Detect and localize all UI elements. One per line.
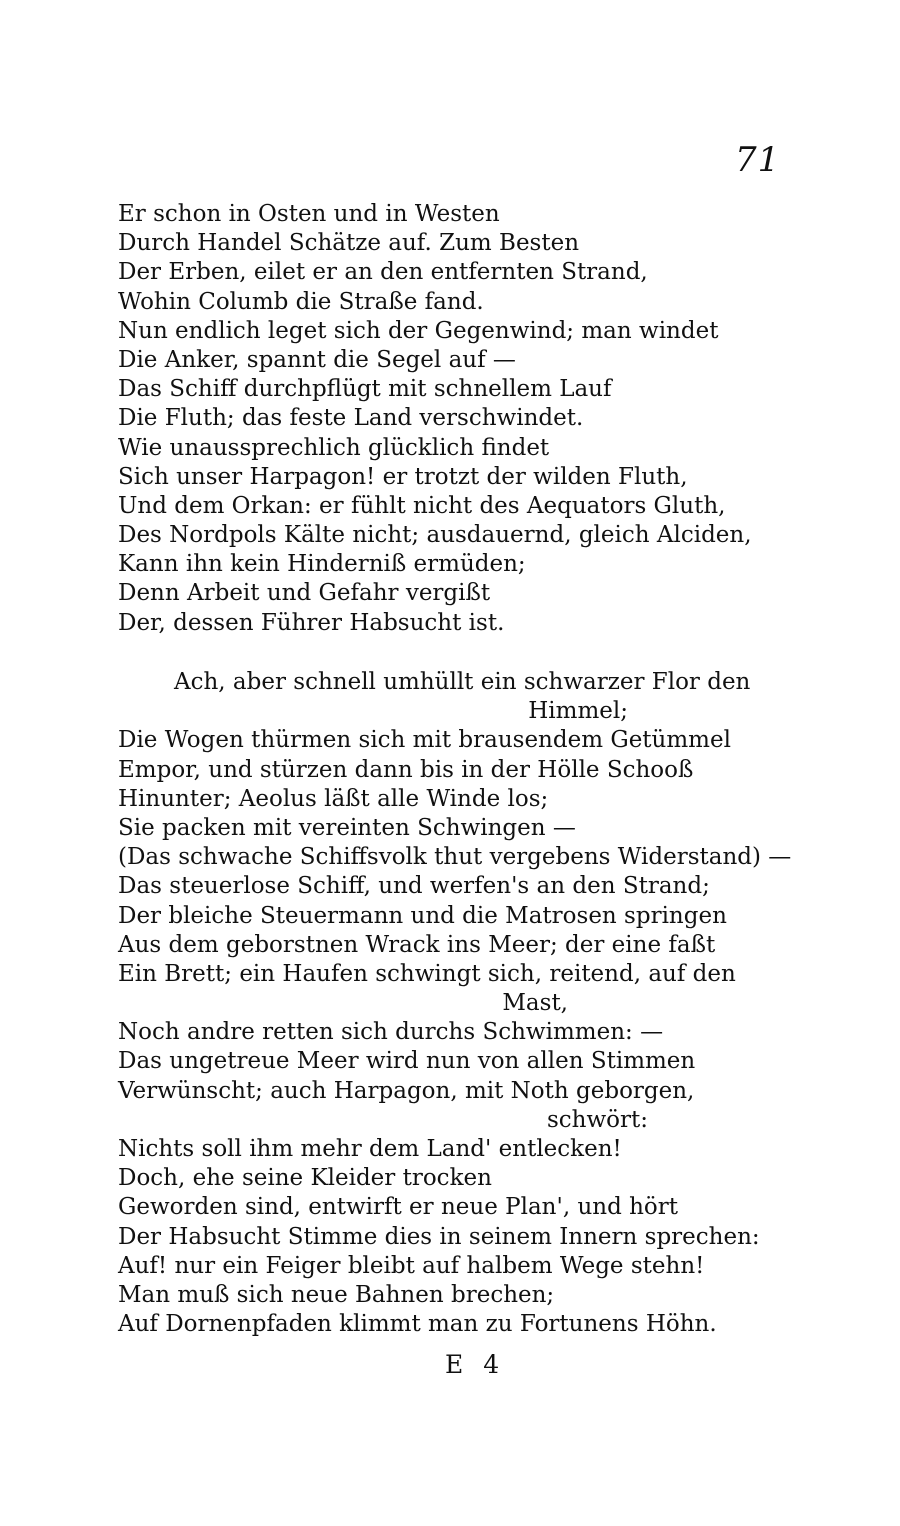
verse-line: Die Wogen thürmen sich mit brausendem Getümmel [118,727,731,754]
verse-line: (Das schwache Schiffsvolk thut vergebens Widerstand) — [118,844,792,871]
verse-runover: Himmel; [528,698,628,725]
verse-line: Der, dessen Führer Habsucht ist. [118,609,505,636]
verse-line: Hinunter; Aeolus läßt alle Winde los; [118,785,549,812]
verse-line: Die Anker, spannt die Segel auf — [118,346,516,373]
verse-line: Noch andre retten sich durchs Schwimmen: — [118,1019,664,1046]
verse-line: Durch Handel Schätze auf. Zum Besten [118,230,580,257]
verse-line: Wie unaussprechlich glücklich findet [118,434,550,461]
verse-line: Sie packen mit vereinten Schwingen — [118,814,576,841]
verse-line: Das steuerlose Schiff, und werfen's an den Strand; [118,873,710,900]
verse-line: Verwünscht; auch Harpagon, mit Noth geborgen, [118,1077,695,1104]
verse-line: Der Erben, eilet er an den entfernten Strand, [118,259,648,286]
verse-line: Der bleiche Steuermann und die Matrosen springen [118,902,727,929]
verse-line: Das ungetreue Meer wird nun von allen Stimmen [118,1048,696,1075]
stanza-2 [118,668,792,1339]
verse-line: Auf Dornenpfaden klimmt man zu Fortunens Höhn. [118,1311,717,1338]
page-number: 71 [735,140,781,180]
verse-line: Nichts soll ihm mehr dem Land' entlecken! [118,1136,622,1162]
verse-line: Geworden sind, entwirft er neue Plan', und hört [118,1194,678,1221]
signature-mark: E 4 [445,1350,506,1379]
verse-line: Auf! nur ein Feiger bleibt auf halbem Wege stehn! [118,1252,705,1279]
verse-line: Ein Brett; ein Haufen schwingt sich, reitend, auf den [118,960,736,987]
verse-line: Aus dem geborstnen Wrack ins Meer; der eine faßt [118,931,716,958]
verse-line: Er schon in Osten und in Westen [118,201,500,227]
verse-runover: schwört: [546,1106,648,1133]
verse-line: Man muß sich neue Bahnen brechen; [118,1281,555,1308]
verse-line: Das Schiff durchpflügt mit schnellem Lauf [118,376,612,403]
verse-line: Wohin Columb die Straße fand. [118,288,484,315]
stanza-1 [118,200,778,638]
verse-line: Und dem Orkan: er fühlt nicht des Aequators Gluth, [118,492,726,519]
verse-line: Denn Arbeit und Gefahr vergißt [118,580,491,607]
verse-line: Der Habsucht Stimme dies in seinem Innern sprechen: [118,1223,760,1250]
verse-line: Nun endlich leget sich der Gegenwind; man windet [118,317,719,344]
verse-line: Kann ihn kein Hinderniß ermüden; [118,551,526,578]
verse-line: Ach, aber schnell umhüllt ein schwarzer Flor den [174,669,751,695]
verse-line: Die Fluth; das feste Land verschwindet. [118,405,584,432]
verse-runover: Mast, [502,990,568,1017]
verse-line: Des Nordpols Kälte nicht; ausdauernd, gleich Alciden, [118,522,752,549]
verse-line: Empor, und stürzen dann bis in der Hölle Schooß [118,756,694,783]
verse-line: Doch, ehe seine Kleider trocken [118,1165,492,1192]
verse-line: Sich unser Harpagon! er trotzt der wilden Fluth, [118,463,688,490]
